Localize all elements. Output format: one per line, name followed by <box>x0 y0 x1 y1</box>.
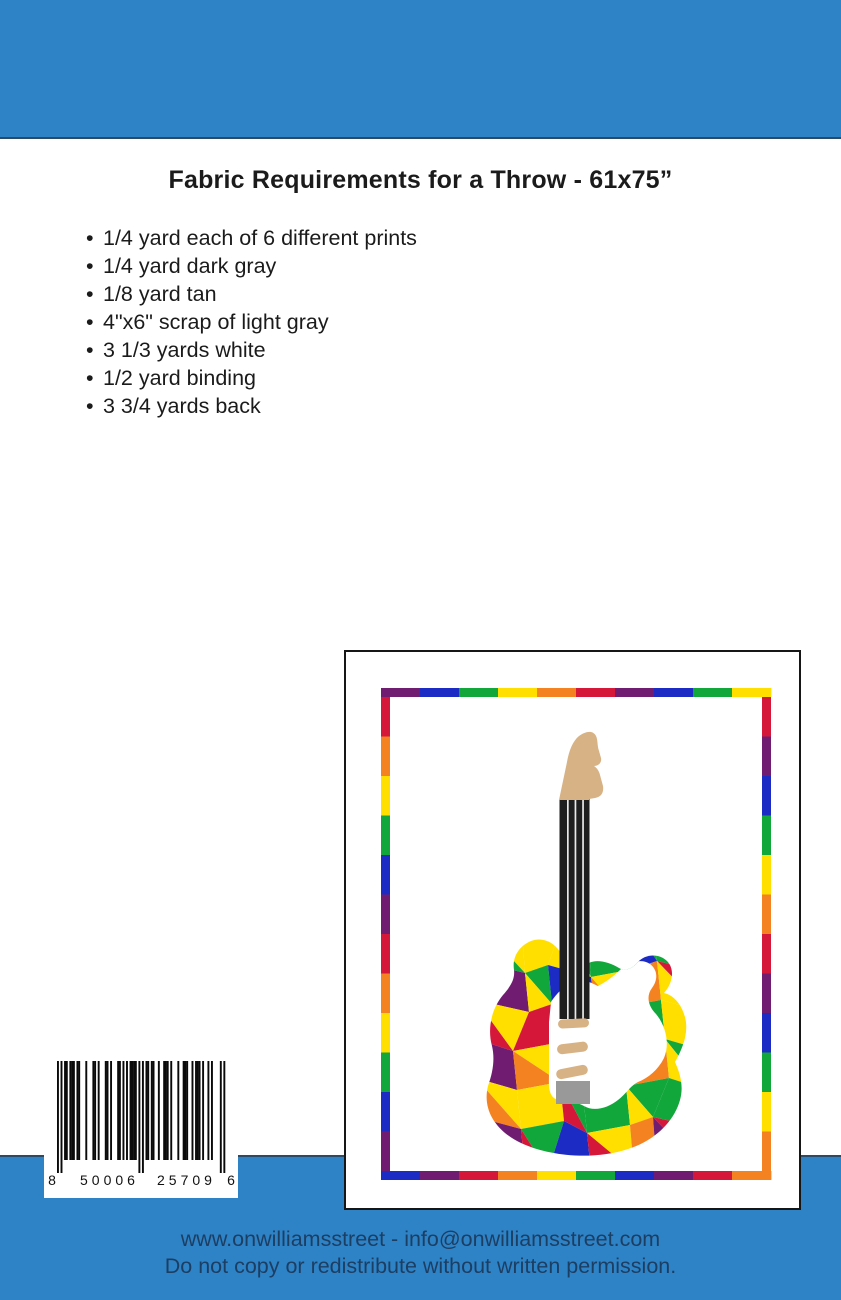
top-blue-band <box>0 0 841 139</box>
border-patch <box>381 974 390 1014</box>
requirement-item <box>86 364 417 392</box>
border-patch <box>420 1171 459 1180</box>
border-patch <box>762 737 771 777</box>
barcode-bars <box>57 1061 225 1173</box>
guitar-facet <box>630 1117 657 1172</box>
barcode-bar <box>211 1061 213 1160</box>
border-patch <box>762 1092 771 1132</box>
border-patch <box>615 688 654 697</box>
fabric-requirements-list <box>86 224 417 420</box>
bullet-icon: • <box>86 282 94 306</box>
bullet-icon: • <box>86 254 94 278</box>
requirement-item <box>86 308 417 336</box>
barcode-bar <box>192 1061 194 1160</box>
barcode-bar <box>78 1061 80 1160</box>
quilt-photo <box>344 650 801 1210</box>
bullet-icon: • <box>86 338 94 362</box>
bullet-icon: • <box>86 310 94 334</box>
barcode-bar <box>158 1061 160 1160</box>
border-patch <box>381 1092 390 1132</box>
guitar-string <box>575 800 577 1019</box>
border-patch <box>762 776 771 816</box>
border-patch <box>381 1171 420 1180</box>
border-patch <box>762 895 771 935</box>
barcode-bar <box>92 1061 94 1160</box>
barcode-bar <box>119 1061 121 1160</box>
border-patch <box>762 974 771 1014</box>
border-patch <box>762 934 771 974</box>
border-patch <box>732 1171 771 1180</box>
barcode-bar <box>135 1061 137 1160</box>
requirement-text: 1/8 yard tan <box>103 282 217 306</box>
border-patch <box>381 816 390 856</box>
barcode-bar <box>177 1061 179 1160</box>
barcode-bar <box>122 1061 124 1160</box>
border-patch <box>381 1053 390 1093</box>
guitar-facet <box>476 920 525 973</box>
border-patch <box>498 688 537 697</box>
requirement-text: 1/4 yard each of 6 different prints <box>103 226 417 250</box>
requirement-text: 4"x6" scrap of light gray <box>103 310 329 334</box>
border-patch <box>762 1013 771 1053</box>
requirement-item <box>86 392 417 420</box>
barcode-bar <box>117 1061 119 1160</box>
border-patch <box>381 895 390 935</box>
border-patch <box>381 934 390 974</box>
border-patch <box>693 1171 732 1180</box>
border-patch <box>381 776 390 816</box>
barcode-prefix-digit: 8 <box>48 1172 56 1188</box>
border-patch <box>537 688 576 697</box>
barcode-bar <box>126 1061 128 1160</box>
barcode-bar <box>167 1061 169 1160</box>
barcode-bar <box>73 1061 75 1160</box>
barcode-bar <box>183 1061 185 1160</box>
barcode-bar <box>146 1061 148 1160</box>
barcode-bar <box>98 1061 100 1160</box>
border-patch <box>762 855 771 895</box>
requirement-text: 3 1/3 yards white <box>103 338 266 362</box>
border-patch <box>420 688 459 697</box>
border-patch <box>654 1171 693 1180</box>
barcode-bar <box>107 1061 109 1160</box>
barcode-bar <box>195 1061 197 1160</box>
page-title: Fabric Requirements for a Throw - 61x75” <box>168 166 673 194</box>
barcode-bar <box>61 1061 63 1173</box>
border-patch <box>381 855 390 895</box>
border-patch <box>576 688 615 697</box>
barcode-bar <box>165 1061 167 1160</box>
barcode-bar <box>105 1061 107 1160</box>
quilt-graphic <box>346 652 799 1208</box>
barcode-bar <box>66 1061 68 1160</box>
guitar-body <box>476 920 706 1172</box>
footer-copyright-line: Do not copy or redistribute without written permission. <box>164 1254 677 1278</box>
guitar-string <box>582 800 584 1019</box>
barcode-bar <box>85 1061 87 1160</box>
barcode-bar <box>69 1061 71 1160</box>
border-patch <box>381 737 390 777</box>
border-patch <box>576 1171 615 1180</box>
guitar-neck <box>560 798 590 1019</box>
guitar-string <box>567 800 569 1019</box>
barcode-bar <box>223 1061 225 1173</box>
barcode-bar <box>76 1061 78 1160</box>
barcode-bar <box>64 1061 66 1160</box>
border-patch <box>762 697 771 737</box>
border-patch <box>762 1132 771 1172</box>
border-patch <box>762 1053 771 1093</box>
border-patch <box>381 1132 390 1172</box>
guitar-headstock <box>559 732 603 800</box>
border-patch <box>615 1171 654 1180</box>
barcode-bar <box>199 1061 201 1160</box>
barcode-bar <box>110 1061 112 1160</box>
barcode-bar <box>197 1061 199 1160</box>
requirement-item <box>86 252 417 280</box>
barcode-bar <box>151 1061 153 1160</box>
barcode-group1: 50006 <box>80 1172 139 1188</box>
barcode-group2: 25709 <box>157 1172 216 1188</box>
requirement-item <box>86 224 417 252</box>
border-patch <box>498 1171 537 1180</box>
barcode-bar <box>131 1061 133 1160</box>
barcode-bar <box>163 1061 165 1160</box>
border-patch <box>732 688 771 697</box>
barcode-bar <box>170 1061 172 1160</box>
requirement-item <box>86 336 417 364</box>
barcode-bar <box>138 1061 140 1173</box>
barcode-bar <box>71 1061 73 1160</box>
border-patch <box>537 1171 576 1180</box>
border-patch <box>654 688 693 697</box>
upc-barcode <box>44 1053 238 1198</box>
barcode-bar <box>220 1061 222 1173</box>
border-patch <box>762 816 771 856</box>
footer-website-line: www.onwilliamsstreet - info@onwilliamsstreet.com <box>180 1227 661 1251</box>
barcode-bar <box>202 1061 204 1160</box>
footer <box>0 1226 841 1280</box>
bullet-icon: • <box>86 226 94 250</box>
border-patch <box>381 1013 390 1053</box>
barcode-bar <box>142 1061 144 1173</box>
requirement-text: 1/2 yard binding <box>103 366 256 390</box>
border-patch <box>381 697 390 737</box>
border-patch <box>693 688 732 697</box>
barcode-bar <box>57 1061 59 1173</box>
bullet-icon: • <box>86 394 94 418</box>
requirement-text: 1/4 yard dark gray <box>103 254 277 278</box>
requirement-item <box>86 280 417 308</box>
barcode-bar <box>133 1061 135 1160</box>
requirement-text: 3 3/4 yards back <box>103 394 261 418</box>
bullet-icon: • <box>86 366 94 390</box>
border-patch <box>459 1171 498 1180</box>
guitar-bridge <box>556 1081 590 1104</box>
border-patch <box>459 688 498 697</box>
barcode-check-digit: 6 <box>227 1172 235 1188</box>
barcode-bar <box>130 1061 132 1160</box>
barcode-bar <box>207 1061 209 1160</box>
barcode-bar <box>94 1061 96 1160</box>
barcode-bar <box>186 1061 188 1160</box>
barcode-bar <box>184 1061 186 1160</box>
barcode-bar <box>147 1061 149 1160</box>
guitar-facet <box>630 920 657 961</box>
guitar-facet <box>587 920 634 977</box>
guitar-facet <box>653 1117 706 1172</box>
barcode-bar <box>153 1061 155 1160</box>
border-patch <box>381 688 420 697</box>
